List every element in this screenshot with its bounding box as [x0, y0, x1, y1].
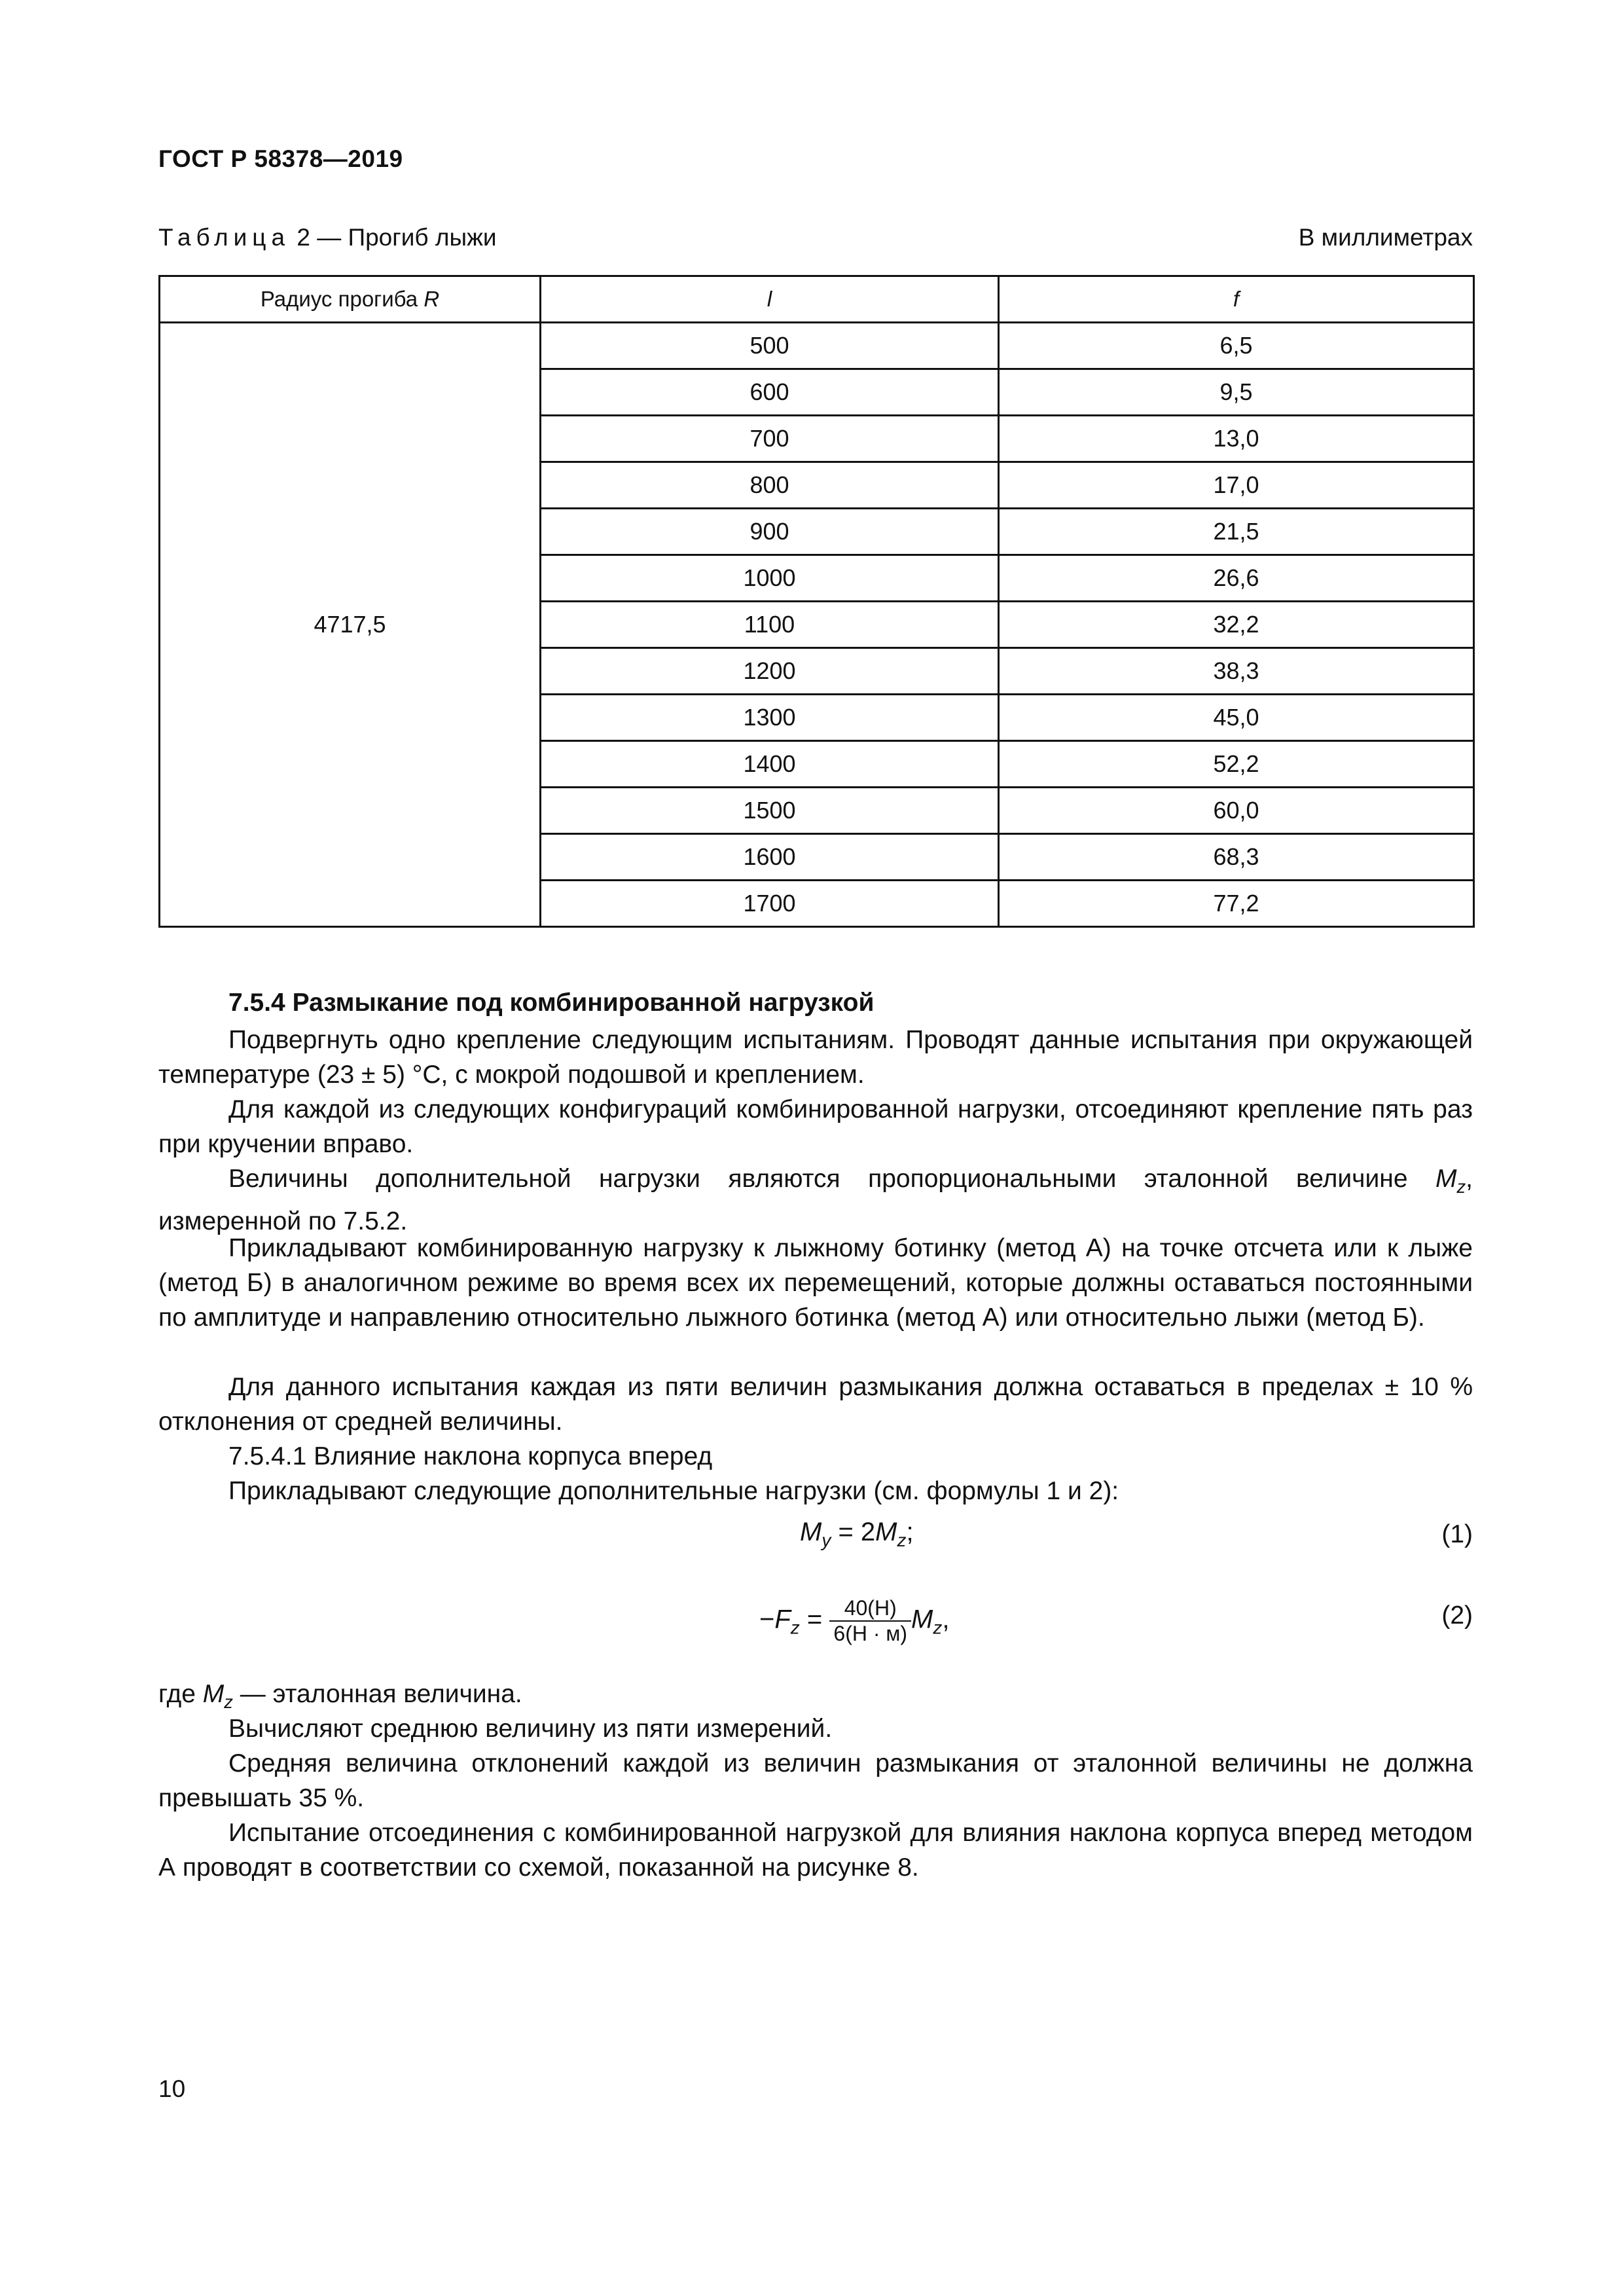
f2-fraction	[829, 1596, 911, 1646]
cell-l: 1300	[541, 695, 999, 741]
f2-symbol-F: F	[774, 1605, 791, 1634]
cell-l: 700	[541, 416, 999, 462]
table-body	[160, 323, 1474, 927]
cell-f: 45,0	[999, 695, 1474, 741]
cell-f: 77,2	[999, 881, 1474, 927]
paragraph-9: Испытание отсоединения с комбинированной нагрузкой для влияния наклона корпуса вперед методом А проводят в соответствии со схемой, показанной на рисунке 8.	[158, 1819, 1473, 1882]
table-row	[160, 323, 1474, 369]
where-clause-a: где	[158, 1680, 203, 1708]
cell-f: 9,5	[999, 369, 1474, 416]
where-sub-z: z	[224, 1691, 233, 1712]
paragraph-3-text-b: , измеренной по 7.5.2.	[158, 1165, 1473, 1235]
f1-sub-z: z	[897, 1530, 907, 1550]
paragraph-6: Прикладывают следующие дополнительные нагрузки (см. формулы 1 и 2):	[228, 1477, 1119, 1505]
cell-f: 21,5	[999, 509, 1474, 555]
subscript-z: z	[1456, 1176, 1466, 1197]
paragraph-5: Для данного испытания каждая из пяти величин размыкания должна оставаться в пределах ± 10 % отклонения от средней величины.	[158, 1373, 1473, 1436]
header-l: l	[541, 276, 999, 323]
cell-l: 1200	[541, 648, 999, 695]
cell-f: 60,0	[999, 788, 1474, 834]
deflection-table	[158, 275, 1475, 928]
header-radius-symbol: R	[424, 287, 440, 311]
cell-l: 1400	[541, 741, 999, 788]
page-number: 10	[158, 2075, 186, 2102]
table-caption-prefix: Таблица	[158, 224, 291, 251]
document-id: ГОСТ Р 58378—2019	[158, 145, 403, 172]
f1-symbol-M2: M	[875, 1518, 897, 1546]
cell-f: 32,2	[999, 602, 1474, 648]
f2-sub-z2: z	[933, 1617, 943, 1638]
cell-l: 600	[541, 369, 999, 416]
f2-numerator: 40(Н)	[829, 1596, 911, 1622]
cell-f: 6,5	[999, 323, 1474, 369]
cell-l: 1100	[541, 602, 999, 648]
paragraph-3	[158, 1161, 1473, 1239]
f1-sub-y: y	[821, 1530, 831, 1550]
symbol-M: M	[1435, 1165, 1457, 1193]
paragraph-3-text-a: Величины дополнительной нагрузки являются пропорциональными эталонной величине	[228, 1165, 1435, 1193]
f2-symbol-M: M	[911, 1605, 933, 1634]
paragraph-1: Подвергнуть одно крепление следующим испытаниям. Проводят данные испытания при окружающей температуре (23 ± 5) °С, с мокрой подошвой и креплением.	[158, 1026, 1473, 1089]
cell-l: 800	[541, 462, 999, 509]
table-caption-title: 2 — Прогиб лыжи	[297, 224, 497, 251]
paragraph-2: Для каждой из следующих конфигураций комбинированной нагрузки, отсоединяют крепление пять раз при кручении вправо.	[158, 1095, 1473, 1158]
f2-sub-z1: z	[790, 1617, 800, 1638]
cell-f: 17,0	[999, 462, 1474, 509]
cell-f: 26,6	[999, 555, 1474, 602]
cell-radius-value: 4717,5	[160, 323, 541, 927]
where-clause-b: — эталонная величина.	[232, 1680, 522, 1708]
cell-l: 1600	[541, 834, 999, 881]
where-symbol-M: M	[202, 1680, 225, 1708]
cell-l: 1500	[541, 788, 999, 834]
table-caption	[158, 224, 496, 251]
formula-1: $M_y = 2M_z$;	[800, 1518, 914, 1550]
f1-symbol-M1: M	[800, 1518, 822, 1546]
header-f: f	[999, 276, 1474, 323]
paragraph-4: Прикладывают комбинированную нагрузку к лыжному ботинку (метод А) на точке отсчета или к лыже (метод Б) в аналогичном режиме во время всех их перемещений, которые должны оставаться постоянными по амплитуде и направлению относительно лыжного ботинка (метод А) или относительно лыжи (метод Б).	[158, 1234, 1473, 1332]
cell-l: 900	[541, 509, 999, 555]
cell-f: 38,3	[999, 648, 1474, 695]
table-units: В миллиметрах	[1298, 224, 1473, 251]
formula-2: $-F_z$ = $\frac{40(Н)}{6(Н \cdot м)}$ $M_z$,	[759, 1596, 950, 1645]
cell-l: 500	[541, 323, 999, 369]
section-title: 7.5.4 Размыкание под комбинированной нагрузкой	[228, 989, 875, 1017]
cell-f: 52,2	[999, 741, 1474, 788]
formula-1-number: (1)	[1441, 1520, 1473, 1548]
formula-2-number: (2)	[1441, 1601, 1473, 1630]
paragraph-8: Средняя величина отклонений каждой из величин размыкания от эталонной величины не должна превышать 35 %.	[158, 1749, 1473, 1812]
cell-f: 68,3	[999, 834, 1474, 881]
paragraph-7: Вычисляют среднюю величину из пяти измерений.	[228, 1715, 833, 1743]
header-radius-text: Радиус прогиба	[260, 287, 424, 311]
f2-denominator: 6(Н · м)	[833, 1622, 908, 1645]
subsection-title: 7.5.4.1 Влияние наклона корпуса вперед	[228, 1442, 713, 1470]
header-radius	[160, 276, 541, 323]
cell-f: 13,0	[999, 416, 1474, 462]
cell-l: 1700	[541, 881, 999, 927]
table-header-row	[160, 276, 1474, 323]
cell-l: 1000	[541, 555, 999, 602]
